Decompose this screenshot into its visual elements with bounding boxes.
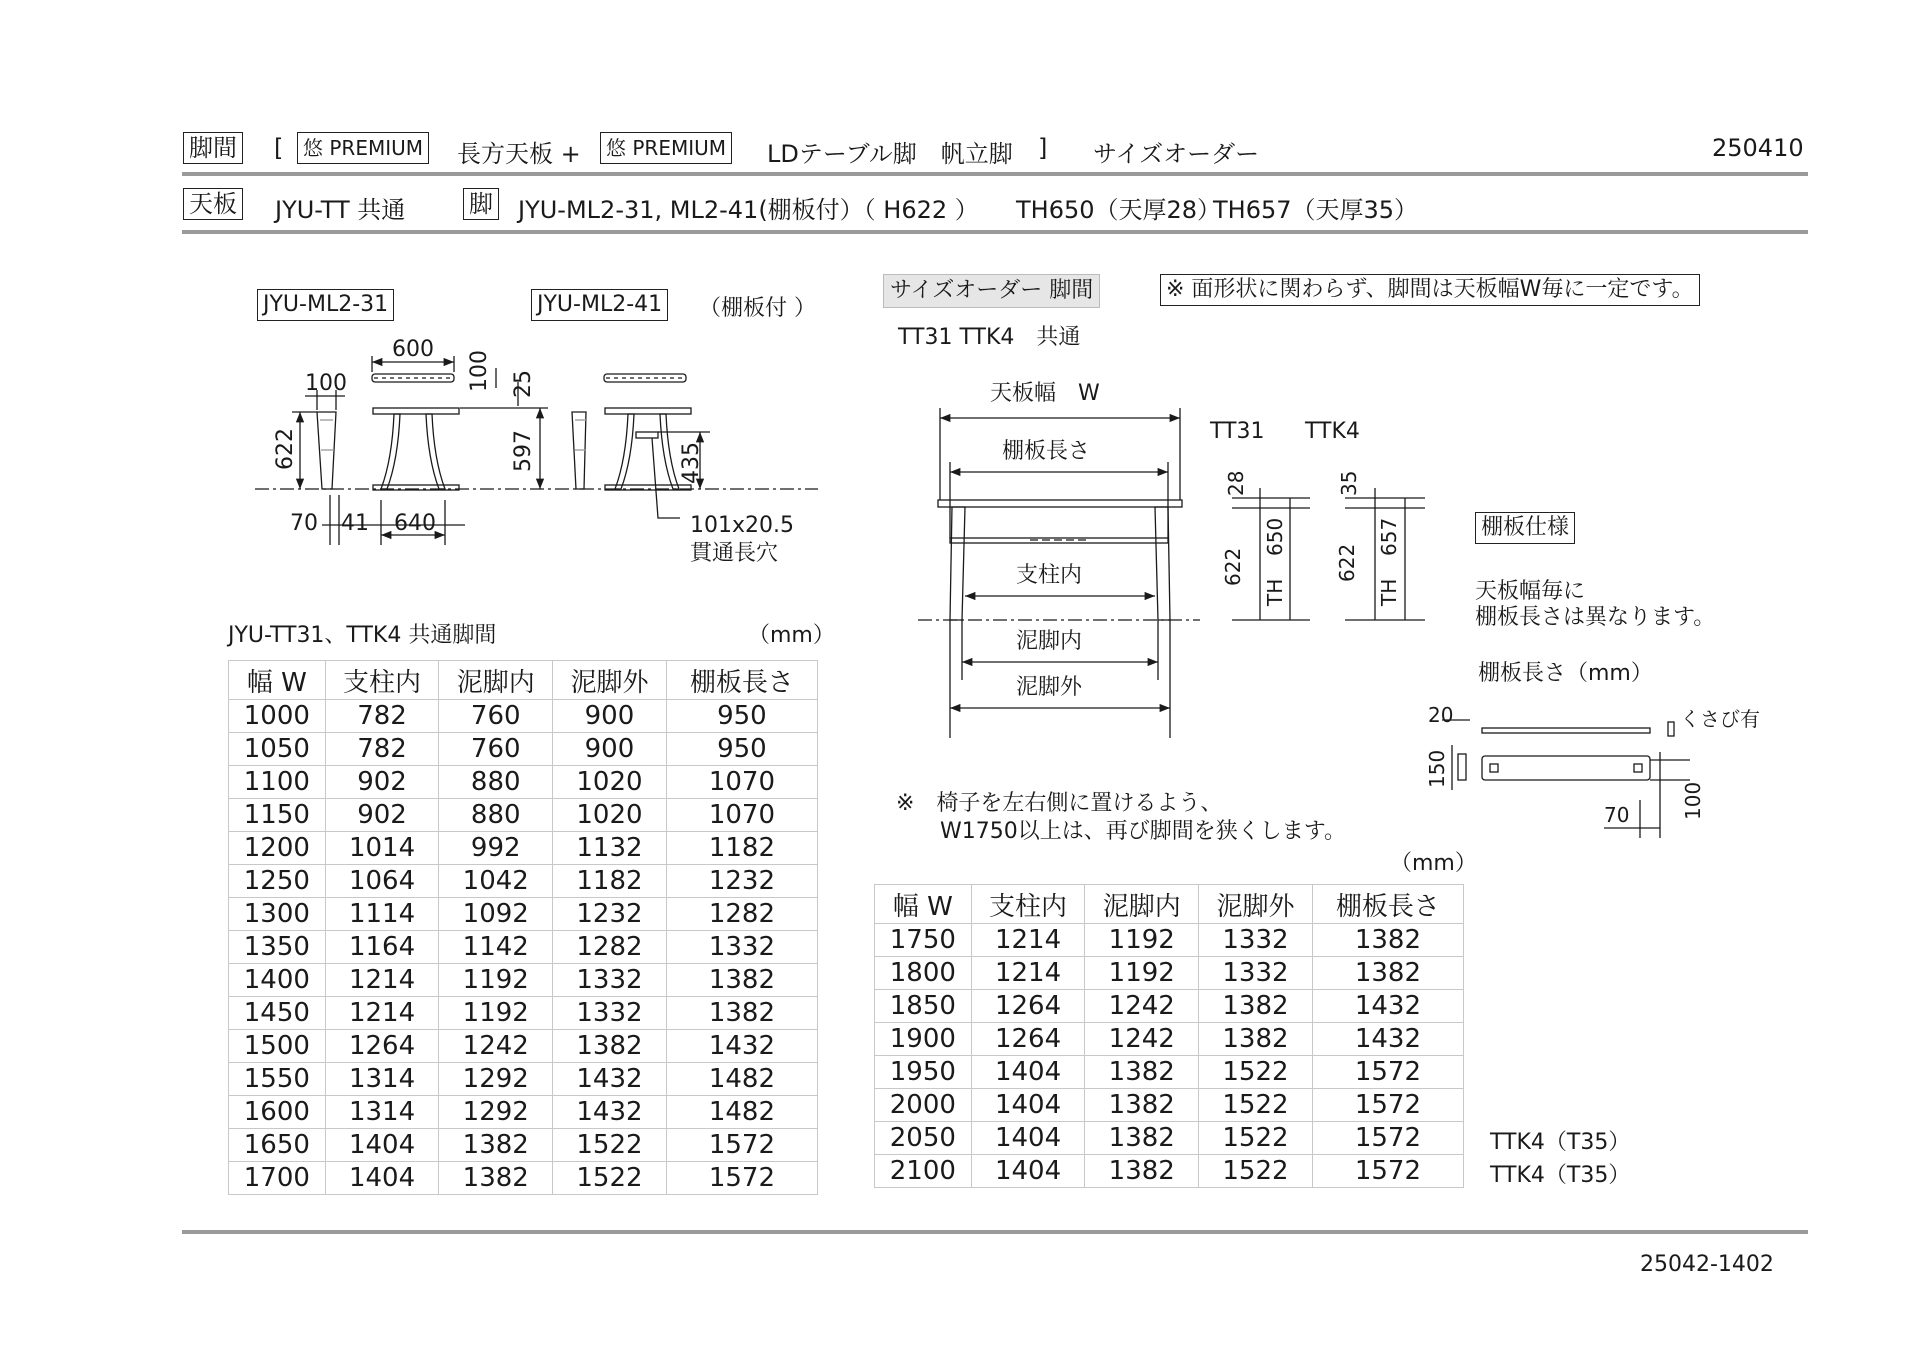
dim-640: 640 xyxy=(394,511,436,536)
label-foot-outer: 泥脚外 xyxy=(1016,675,1083,700)
table1-cell: 1382 xyxy=(439,1129,553,1162)
table1-cell: 1092 xyxy=(439,898,553,931)
table1-unit: （mm） xyxy=(748,623,835,648)
table1-cell: 950 xyxy=(666,733,817,766)
table1-cell: 1192 xyxy=(439,997,553,1030)
table2-cell: 1522 xyxy=(1199,1056,1313,1089)
table2-cell: 1404 xyxy=(971,1089,1085,1122)
label-top-width: 天板幅 W xyxy=(990,381,1100,406)
table1-cell: 1500 xyxy=(229,1030,326,1063)
table1-cell: 1450 xyxy=(229,997,326,1030)
table1-cell: 1432 xyxy=(553,1096,667,1129)
table1-cell: 1100 xyxy=(229,766,326,799)
leg-spacing-table-1 xyxy=(228,660,818,1195)
table1-cell: 1150 xyxy=(229,799,326,832)
table2-cell: 1522 xyxy=(1199,1089,1313,1122)
table1-cell: 1232 xyxy=(666,865,817,898)
table2-cell: 1432 xyxy=(1312,990,1463,1023)
table1-cell: 1404 xyxy=(325,1129,439,1162)
table-top-section xyxy=(938,500,1182,507)
table1-cell: 1020 xyxy=(553,766,667,799)
shelf-spec-title: 棚板仕様 xyxy=(1475,512,1575,544)
table-row xyxy=(229,964,818,997)
table1-header-cell: 泥脚外 xyxy=(553,661,667,700)
label-th-a: TH xyxy=(1263,578,1287,606)
label-th-b: TH xyxy=(1377,578,1401,606)
table2-note-1: ※ 椅子を左右側に置けるよう、 xyxy=(896,791,1223,816)
table2-cell: 1382 xyxy=(1312,957,1463,990)
table2-cell: 1900 xyxy=(875,1023,972,1056)
table1-cell: 1700 xyxy=(229,1162,326,1195)
dim-100-shelf: 100 xyxy=(1681,781,1705,820)
table-row xyxy=(875,1155,1464,1188)
premium-badge-1: 悠 PREMIUM xyxy=(297,132,429,164)
table1-cell: 1064 xyxy=(325,865,439,898)
table1-cell: 1214 xyxy=(325,964,439,997)
table1-cell: 1114 xyxy=(325,898,439,931)
table1-cell: 1292 xyxy=(439,1063,553,1096)
table2-cell: 1382 xyxy=(1199,1023,1313,1056)
table1-cell: 1314 xyxy=(325,1063,439,1096)
table1-cell: 1282 xyxy=(666,898,817,931)
table-row xyxy=(229,1063,818,1096)
dim-20: 20 xyxy=(1428,703,1454,727)
dim-597: 597 xyxy=(511,430,536,472)
table2-cell: 1214 xyxy=(971,924,1085,957)
table1-cell: 1332 xyxy=(553,964,667,997)
table1-cell: 1404 xyxy=(325,1162,439,1195)
table1-cell: 1314 xyxy=(325,1096,439,1129)
table2-header-cell: 支柱内 xyxy=(971,885,1085,924)
table2-cell: 1332 xyxy=(1199,957,1313,990)
table-row xyxy=(229,997,818,1030)
table2-cell: 2050 xyxy=(875,1122,972,1155)
table2-cell: 1950 xyxy=(875,1056,972,1089)
table-row xyxy=(875,1122,1464,1155)
dim-25: 25 xyxy=(511,370,536,398)
bracket-close: ] xyxy=(1038,134,1048,162)
table1-cell: 760 xyxy=(439,733,553,766)
table2-cell: 1382 xyxy=(1312,924,1463,957)
table1-header-cell: 棚板長さ xyxy=(666,661,817,700)
table1-cell: 1572 xyxy=(666,1162,817,1195)
table2-cell: 1432 xyxy=(1312,1023,1463,1056)
table2-header-cell: 幅 W xyxy=(875,885,972,924)
size-order-title: サイズオーダー 脚間 xyxy=(883,274,1100,308)
th-657: TH657（天厚35） xyxy=(1213,196,1419,224)
shelf-spec-desc-2: 棚板長さは異なります。 xyxy=(1475,605,1716,630)
table2-cell: 1382 xyxy=(1199,990,1313,1023)
size-order-common: TT31 TTK4 共通 xyxy=(898,325,1081,350)
header-tag-top: 天板 xyxy=(183,188,243,220)
table1-header-cell: 幅 W xyxy=(229,661,326,700)
dim-150: 150 xyxy=(1425,749,1449,788)
header-tag-leg-spacing: 脚間 xyxy=(183,132,243,164)
table1-cell: 1182 xyxy=(553,865,667,898)
table-row xyxy=(875,1089,1464,1122)
table1-cell: 900 xyxy=(553,700,667,733)
table2-cell: 1332 xyxy=(1199,924,1313,957)
table2-cell: 1404 xyxy=(971,1056,1085,1089)
table1-cell: 1432 xyxy=(553,1063,667,1096)
table2-cell: 1522 xyxy=(1199,1155,1313,1188)
table1-cell: 760 xyxy=(439,700,553,733)
table1-cell: 1332 xyxy=(553,997,667,1030)
table-row xyxy=(875,990,1464,1023)
table1-cell: 1232 xyxy=(553,898,667,931)
table2-header-cell: 棚板長さ xyxy=(1312,885,1463,924)
label-tt31: TT31 xyxy=(1210,419,1265,444)
table2-cell: 1382 xyxy=(1085,1122,1199,1155)
table1-cell: 1070 xyxy=(666,799,817,832)
table1-cell: 900 xyxy=(553,733,667,766)
table1-cell: 950 xyxy=(666,700,817,733)
table1-cell: 1300 xyxy=(229,898,326,931)
table1-cell: 1050 xyxy=(229,733,326,766)
table-row xyxy=(229,799,818,832)
label-ml2-41: JYU-ML2-41 xyxy=(531,289,668,321)
table1-cell: 1350 xyxy=(229,931,326,964)
leg-spacing-table-2 xyxy=(874,884,1464,1188)
table1-cell: 1600 xyxy=(229,1096,326,1129)
table-row xyxy=(229,1162,818,1195)
table1-cell: 782 xyxy=(325,700,439,733)
table-row xyxy=(229,1096,818,1129)
dim-100a: 100 xyxy=(305,371,347,396)
header-tag-leg: 脚 xyxy=(463,188,499,220)
table1-cell: 1250 xyxy=(229,865,326,898)
table1-header-cell: 支柱内 xyxy=(325,661,439,700)
table1-cell: 902 xyxy=(325,766,439,799)
table1-cell: 1264 xyxy=(325,1030,439,1063)
dim-35: 35 xyxy=(1337,470,1361,496)
table1-cell: 1650 xyxy=(229,1129,326,1162)
table2-cell: 1192 xyxy=(1085,924,1199,957)
table2-cell: 1572 xyxy=(1312,1155,1463,1188)
leg-cross-bar-31 xyxy=(373,408,459,414)
label-ml2-31: JYU-ML2-31 xyxy=(257,289,394,321)
dim-28: 28 xyxy=(1224,470,1248,496)
table-row xyxy=(229,1129,818,1162)
table-row xyxy=(875,1056,1464,1089)
table2-cell: 2100 xyxy=(875,1155,972,1188)
dim-622: 622 xyxy=(273,428,298,470)
table1-cell: 1550 xyxy=(229,1063,326,1096)
table2-cell: 1800 xyxy=(875,957,972,990)
dim-70: 70 xyxy=(290,511,318,536)
table1-cell: 1000 xyxy=(229,700,326,733)
table1-cell: 1200 xyxy=(229,832,326,865)
table-row xyxy=(229,766,818,799)
dim-41: 41 xyxy=(341,511,369,536)
table2-cell: 1192 xyxy=(1085,957,1199,990)
table1-cell: 1014 xyxy=(325,832,439,865)
label-foot-inner: 泥脚内 xyxy=(1016,629,1083,654)
leg-front-left-41 xyxy=(615,414,634,489)
table1-cell: 1282 xyxy=(553,931,667,964)
table2-cell: 1264 xyxy=(971,1023,1085,1056)
table1-cell: 1164 xyxy=(325,931,439,964)
table1-cell: 902 xyxy=(325,799,439,832)
header-code: 250410 xyxy=(1712,134,1804,162)
table-row xyxy=(229,1030,818,1063)
table1-cell: 1572 xyxy=(666,1129,817,1162)
label-wedge: くさび有 xyxy=(1680,707,1760,731)
header-text-top: 長方天板 + xyxy=(457,140,581,168)
table1-cell: 1482 xyxy=(666,1096,817,1129)
table2-cell: 1382 xyxy=(1085,1155,1199,1188)
footer-rule xyxy=(182,1230,1808,1234)
dim-70-shelf: 70 xyxy=(1604,803,1630,827)
table1-cell: 1432 xyxy=(666,1030,817,1063)
dim-650: 650 xyxy=(1263,517,1287,556)
table1-cell: 1070 xyxy=(666,766,817,799)
table1-cell: 880 xyxy=(439,766,553,799)
shelf-length-label: 棚板長さ（mm） xyxy=(1478,661,1653,686)
table1-cell: 1332 xyxy=(666,931,817,964)
shelf-spec-desc-1: 天板幅毎に xyxy=(1475,579,1586,604)
table-row xyxy=(229,700,818,733)
header-text-leg: LDテーブル脚 帆立脚 xyxy=(767,140,1013,168)
shelf-plan-top xyxy=(1482,728,1650,733)
through-slot xyxy=(636,432,658,438)
table1-cell: 1382 xyxy=(666,964,817,997)
bracket-open: [ xyxy=(274,134,284,162)
table1-cell: 1522 xyxy=(553,1129,667,1162)
table2-cell: 1572 xyxy=(1312,1122,1463,1155)
table2-row-note: TTK4（T35） xyxy=(1490,1163,1631,1188)
table1-cell: 992 xyxy=(439,832,553,865)
table-row xyxy=(229,733,818,766)
table2-note-2: W1750以上は、再び脚間を狭くします。 xyxy=(940,819,1346,844)
shelf-plan xyxy=(1482,756,1650,780)
table1-cell: 1382 xyxy=(439,1162,553,1195)
table2-cell: 1214 xyxy=(971,957,1085,990)
table2-cell: 1382 xyxy=(1085,1089,1199,1122)
size-order-note: ※ 面形状に関わらず、脚間は天板幅W毎に一定です。 xyxy=(1160,274,1700,306)
label-post-inner: 支柱内 xyxy=(1016,563,1083,588)
table2-cell: 1242 xyxy=(1085,1023,1199,1056)
table1-cell: 1214 xyxy=(325,997,439,1030)
table2-cell: 2000 xyxy=(875,1089,972,1122)
dim-622-tt31: 622 xyxy=(1221,547,1245,586)
slot-label: 貫通長穴 xyxy=(690,541,779,566)
table1-header-cell: 泥脚内 xyxy=(439,661,553,700)
table-row xyxy=(229,931,818,964)
table1-cell: 1382 xyxy=(666,997,817,1030)
table1-cell: 1482 xyxy=(666,1063,817,1096)
table2-cell: 1404 xyxy=(971,1155,1085,1188)
table1-cell: 1132 xyxy=(553,832,667,865)
leg-left-section xyxy=(950,507,965,620)
leg-front-right-31 xyxy=(426,414,445,489)
table1-cell: 880 xyxy=(439,799,553,832)
table1-cell: 782 xyxy=(325,733,439,766)
table-row xyxy=(229,832,818,865)
top-model: JYU-TT 共通 xyxy=(275,196,406,224)
table-row xyxy=(875,1023,1464,1056)
table1-cell: 1292 xyxy=(439,1096,553,1129)
table1-cell: 1042 xyxy=(439,865,553,898)
label-shelf-length: 棚板長さ xyxy=(1002,439,1091,464)
table1-cell: 1192 xyxy=(439,964,553,997)
table-row xyxy=(875,924,1464,957)
leg-model: JYU-ML2-31, ML2-41(棚板付）（ H622 ） xyxy=(518,196,979,224)
label-ml2-41-suffix: （棚板付 ） xyxy=(699,296,816,321)
table2-cell: 1850 xyxy=(875,990,972,1023)
slot-size: 101x20.5 xyxy=(690,513,794,538)
table-row xyxy=(875,957,1464,990)
table1-cell: 1522 xyxy=(553,1162,667,1195)
table2-unit: （mm） xyxy=(1390,851,1477,876)
footer-doc-number: 25042-1402 xyxy=(1640,1252,1774,1277)
table2-header-cell: 泥脚内 xyxy=(1085,885,1199,924)
table1-cell: 1020 xyxy=(553,799,667,832)
table-row xyxy=(229,865,818,898)
table1-cell: 1182 xyxy=(666,832,817,865)
table2-cell: 1382 xyxy=(1085,1056,1199,1089)
table1-cell: 1142 xyxy=(439,931,553,964)
leg-front-left-31 xyxy=(381,414,400,489)
table1-caption: JYU-TT31、TTK4 共通脚間 xyxy=(228,623,497,648)
table1-cell: 1382 xyxy=(553,1030,667,1063)
premium-badge-2: 悠 PREMIUM xyxy=(600,132,732,164)
table2-header-cell: 泥脚外 xyxy=(1199,885,1313,924)
table2-cell: 1572 xyxy=(1312,1056,1463,1089)
dim-657: 657 xyxy=(1377,517,1401,556)
label-ttk4: TTK4 xyxy=(1305,419,1360,444)
table1-cell: 1242 xyxy=(439,1030,553,1063)
leg-front-right-41 xyxy=(660,414,679,489)
table2-row-note: TTK4（T35） xyxy=(1490,1130,1631,1155)
dim-622-ttk4: 622 xyxy=(1335,543,1359,582)
table1-cell: 1400 xyxy=(229,964,326,997)
dim-100b: 100 xyxy=(467,350,492,392)
dim-435: 435 xyxy=(679,442,704,484)
table2-cell: 1404 xyxy=(971,1122,1085,1155)
wedge-mark xyxy=(1668,722,1674,736)
dim-600: 600 xyxy=(392,337,434,362)
th-650: TH650（天厚28） xyxy=(1016,196,1222,224)
table2-cell: 1264 xyxy=(971,990,1085,1023)
header-size-order: サイズオーダー xyxy=(1093,140,1260,168)
leg-cross-bar-41 xyxy=(605,408,691,414)
table2-cell: 1750 xyxy=(875,924,972,957)
table-row xyxy=(229,898,818,931)
table2-cell: 1572 xyxy=(1312,1089,1463,1122)
table2-cell: 1242 xyxy=(1085,990,1199,1023)
table2-cell: 1522 xyxy=(1199,1122,1313,1155)
